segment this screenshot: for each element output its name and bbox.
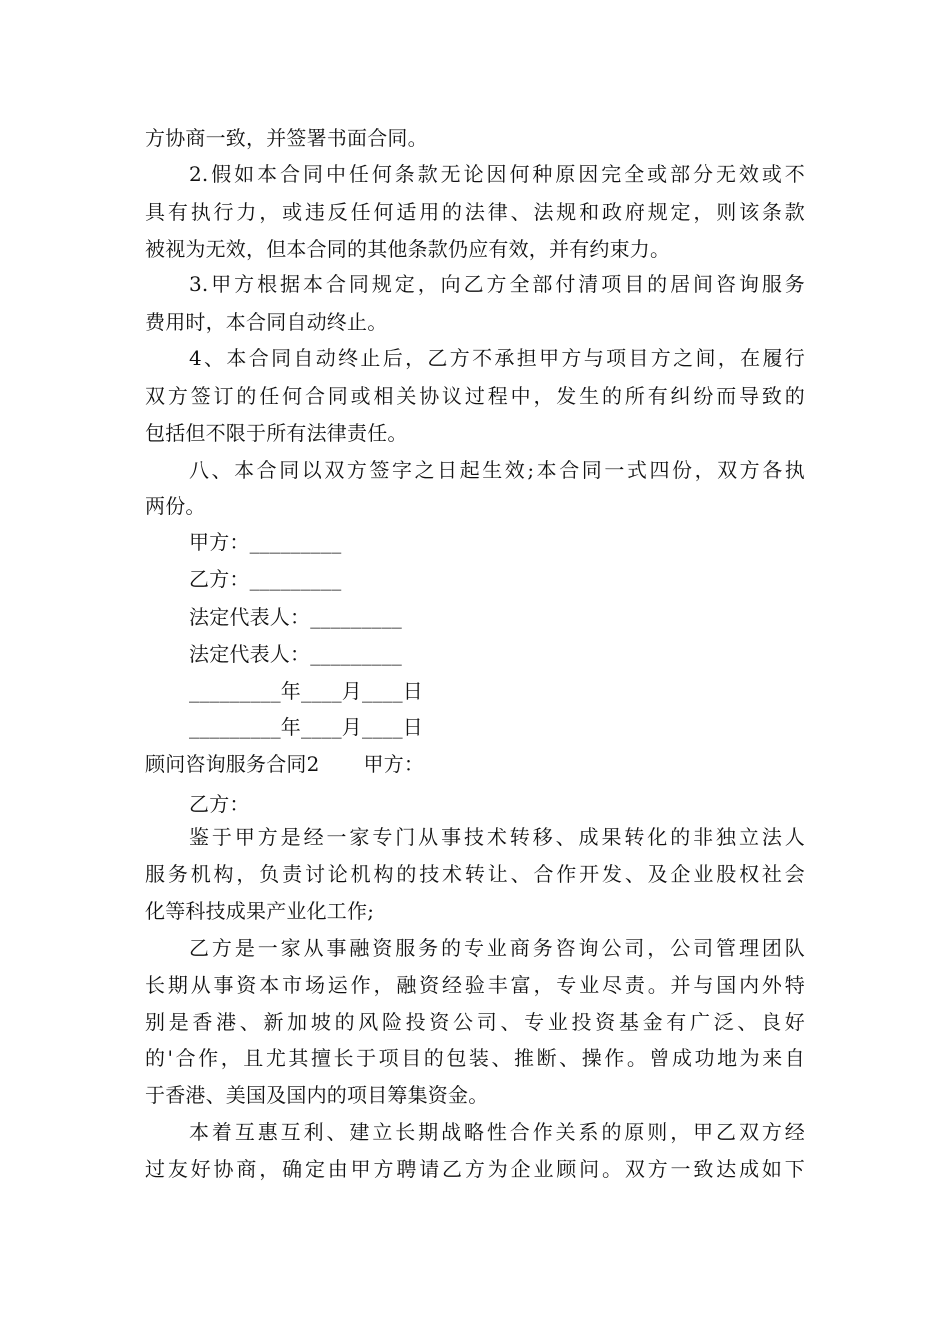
text-line: 鉴于甲方是经一家专门从事技术转移、成果转化的非独立法人 — [189, 825, 805, 849]
text-line: 于香港、美国及国内的项目筹集资金。 — [145, 1083, 489, 1107]
text-line: 具有执行力，或违反任何适用的法律、法规和政府规定，则该条款 — [145, 200, 805, 224]
date-line: _________年____月____日 — [189, 715, 423, 739]
text-line: 2.假如本合同中任何条款无论因何种原因完全或部分无效或不 — [189, 162, 805, 186]
text-line: 化等科技成果产业化工作; — [145, 899, 375, 923]
text-line: 过友好协商，确定由甲方聘请乙方为企业顾问。双方一致达成如下 — [145, 1157, 805, 1181]
contract-title: 顾问咨询服务合同2 — [145, 752, 320, 776]
text-line: 费用时，本合同自动终止。 — [145, 310, 388, 334]
section-heading — [145, 752, 424, 776]
signature-line: 乙方：_________ — [189, 567, 342, 591]
text-line: 被视为无效，但本合同的其他条款仍应有效，并有约束力。 — [145, 237, 671, 261]
text-line: 长期从事资本市场运作，融资经验丰富，专业尽责。并与国内外特 — [145, 973, 805, 997]
date-line: _________年____月____日 — [189, 679, 423, 703]
text-line: 两份。 — [145, 494, 206, 518]
signature-line: 法定代表人：_________ — [189, 642, 402, 666]
text-line: 本着互惠互利、建立长期战略性合作关系的原则，甲乙双方经 — [189, 1120, 805, 1144]
text-line: 3.甲方根据本合同规定，向乙方全部付清项目的居间咨询服务 — [189, 272, 805, 296]
text-line: 别是香港、新加坡的风险投资公司、专业投资基金有广泛、良好 — [145, 1010, 805, 1034]
signature-line: 甲方：_________ — [189, 530, 342, 554]
text-line: 包括但不限于所有法律责任。 — [145, 421, 408, 445]
party-a-label: 甲方： — [363, 752, 425, 776]
party-b-label: 乙方： — [189, 792, 250, 816]
text-line: 双方签订的任何合同或相关协议过程中，发生的所有纠纷而导致的 — [145, 384, 805, 408]
text-line: 4、本合同自动终止后，乙方不承担甲方与项目方之间，在履行 — [189, 346, 805, 370]
text-line: 八、本合同以双方签字之日起生效;本合同一式四份，双方各执 — [189, 458, 805, 482]
text-line: 服务机构，负责讨论机构的技术转让、合作开发、及企业股权社会 — [145, 862, 805, 886]
signature-line: 法定代表人：_________ — [189, 605, 402, 629]
text-line: 乙方是一家从事融资服务的专业商务咨询公司，公司管理团队 — [189, 936, 805, 960]
text-line: 的'合作，且尤其擅长于项目的包装、推断、操作。曾成功地为来自 — [145, 1046, 805, 1070]
text-line: 方协商一致，并签署书面合同。 — [145, 126, 428, 150]
